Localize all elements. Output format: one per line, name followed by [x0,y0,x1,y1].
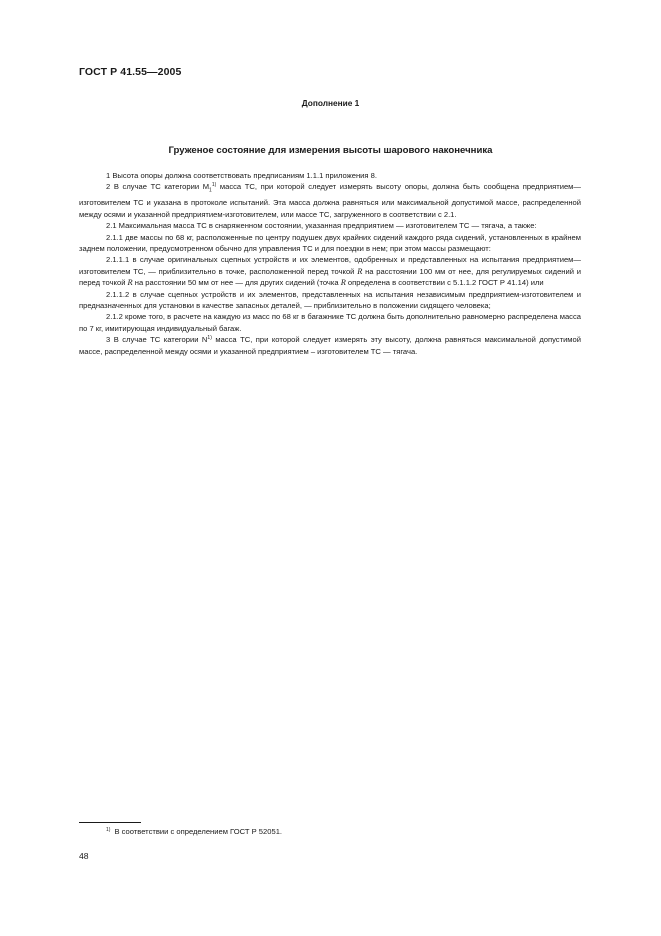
paragraph-1: 1 Высота опоры должна соответствовать предписаниям 1.1.1 приложения 8. [106,171,377,180]
footnote [106,827,282,836]
footnote-divider [79,822,141,823]
supplement-title: Дополнение 1 [301,98,360,108]
page-number: 48 [79,851,89,861]
footnote-ref: 1) [207,335,212,342]
paragraph-2-1-1-2: 2.1.1.2 в случае сцепных устройств и их элементов, представленных на испытания независимым предприятием-изготовителем и предназначенных для установки в качестве запасных деталей, — приблизительно в положении сидящего человека; [79,289,581,310]
footnote-marker: 1) [106,827,111,833]
paragraph-3: 3 В случае ТС категории $N^{1)}$ масса ТС, при которой следует измерять эту высоту, должна равняться максимальной допустимой массе, распределенной между осями и указанной предприятием – изготовителем ТС — тягача. [79,335,581,356]
section-heading: Груженое состояние для измерения высоты шарового наконечника [168,145,493,156]
footnote-text: В соответствии с определением ГОСТ Р 52051. [114,827,283,836]
document-header: ГОСТ Р 41.55—2005 [79,66,182,78]
category-subscript: 1 [209,187,212,194]
paragraph-2-1-2: 2.1.2 кроме того, в расчете на каждую из масс по 68 кг в багажнике ТС должна быть дополнительно равномерно распределена масса по 7 кг, имитирующая индивидуальный багаж. [79,312,581,333]
paragraph-2-1-1: 2.1.1 две массы по 68 кг, расположенные по центру подушек двух крайних сидений каждого ряда сидений, установленных в крайнем заднем положении, предусмотренном обычно для управления ТС и для поездки в нем; при этом массы размещают: [79,232,581,253]
paragraph-2: 2 В случае ТС категории $М_1^{1)}$ масса ТС, при которой следует измерять высоту опоры, должна быть сообщена предприятием—изготовителем ТС и указана в протоколе испытаний. Эта масса должна равняться или максимальной допустимой массе, распределенной между осями и указанной предприятием-изготовителем, или массе ТС, загруженного в соответствии с 2.1. [79,182,581,219]
body-text [79,170,581,357]
paragraph-2-1-1-1: 2.1.1.1 в случае оригинальных сцепных устройств и их элементов, одобренных и представленных на испытания предприятием—изготовителем ТС, — приблизительно в точке, расположенной перед точкой R на расстоянии 100 мм от нее, для регулируемых сидений и перед точкой R на расстоянии 50 мм от нее — для других сидений (точка R определена в соответствии с 5.1.1.2 ГОСТ Р 41.14) или [79,255,581,288]
paragraph-2-1: 2.1 Максимальная масса ТС в снаряженном состоянии, указанная предприятием — изготовителем ТС — тягача, а также: [106,221,537,231]
footnote-ref: 1) [211,182,217,189]
